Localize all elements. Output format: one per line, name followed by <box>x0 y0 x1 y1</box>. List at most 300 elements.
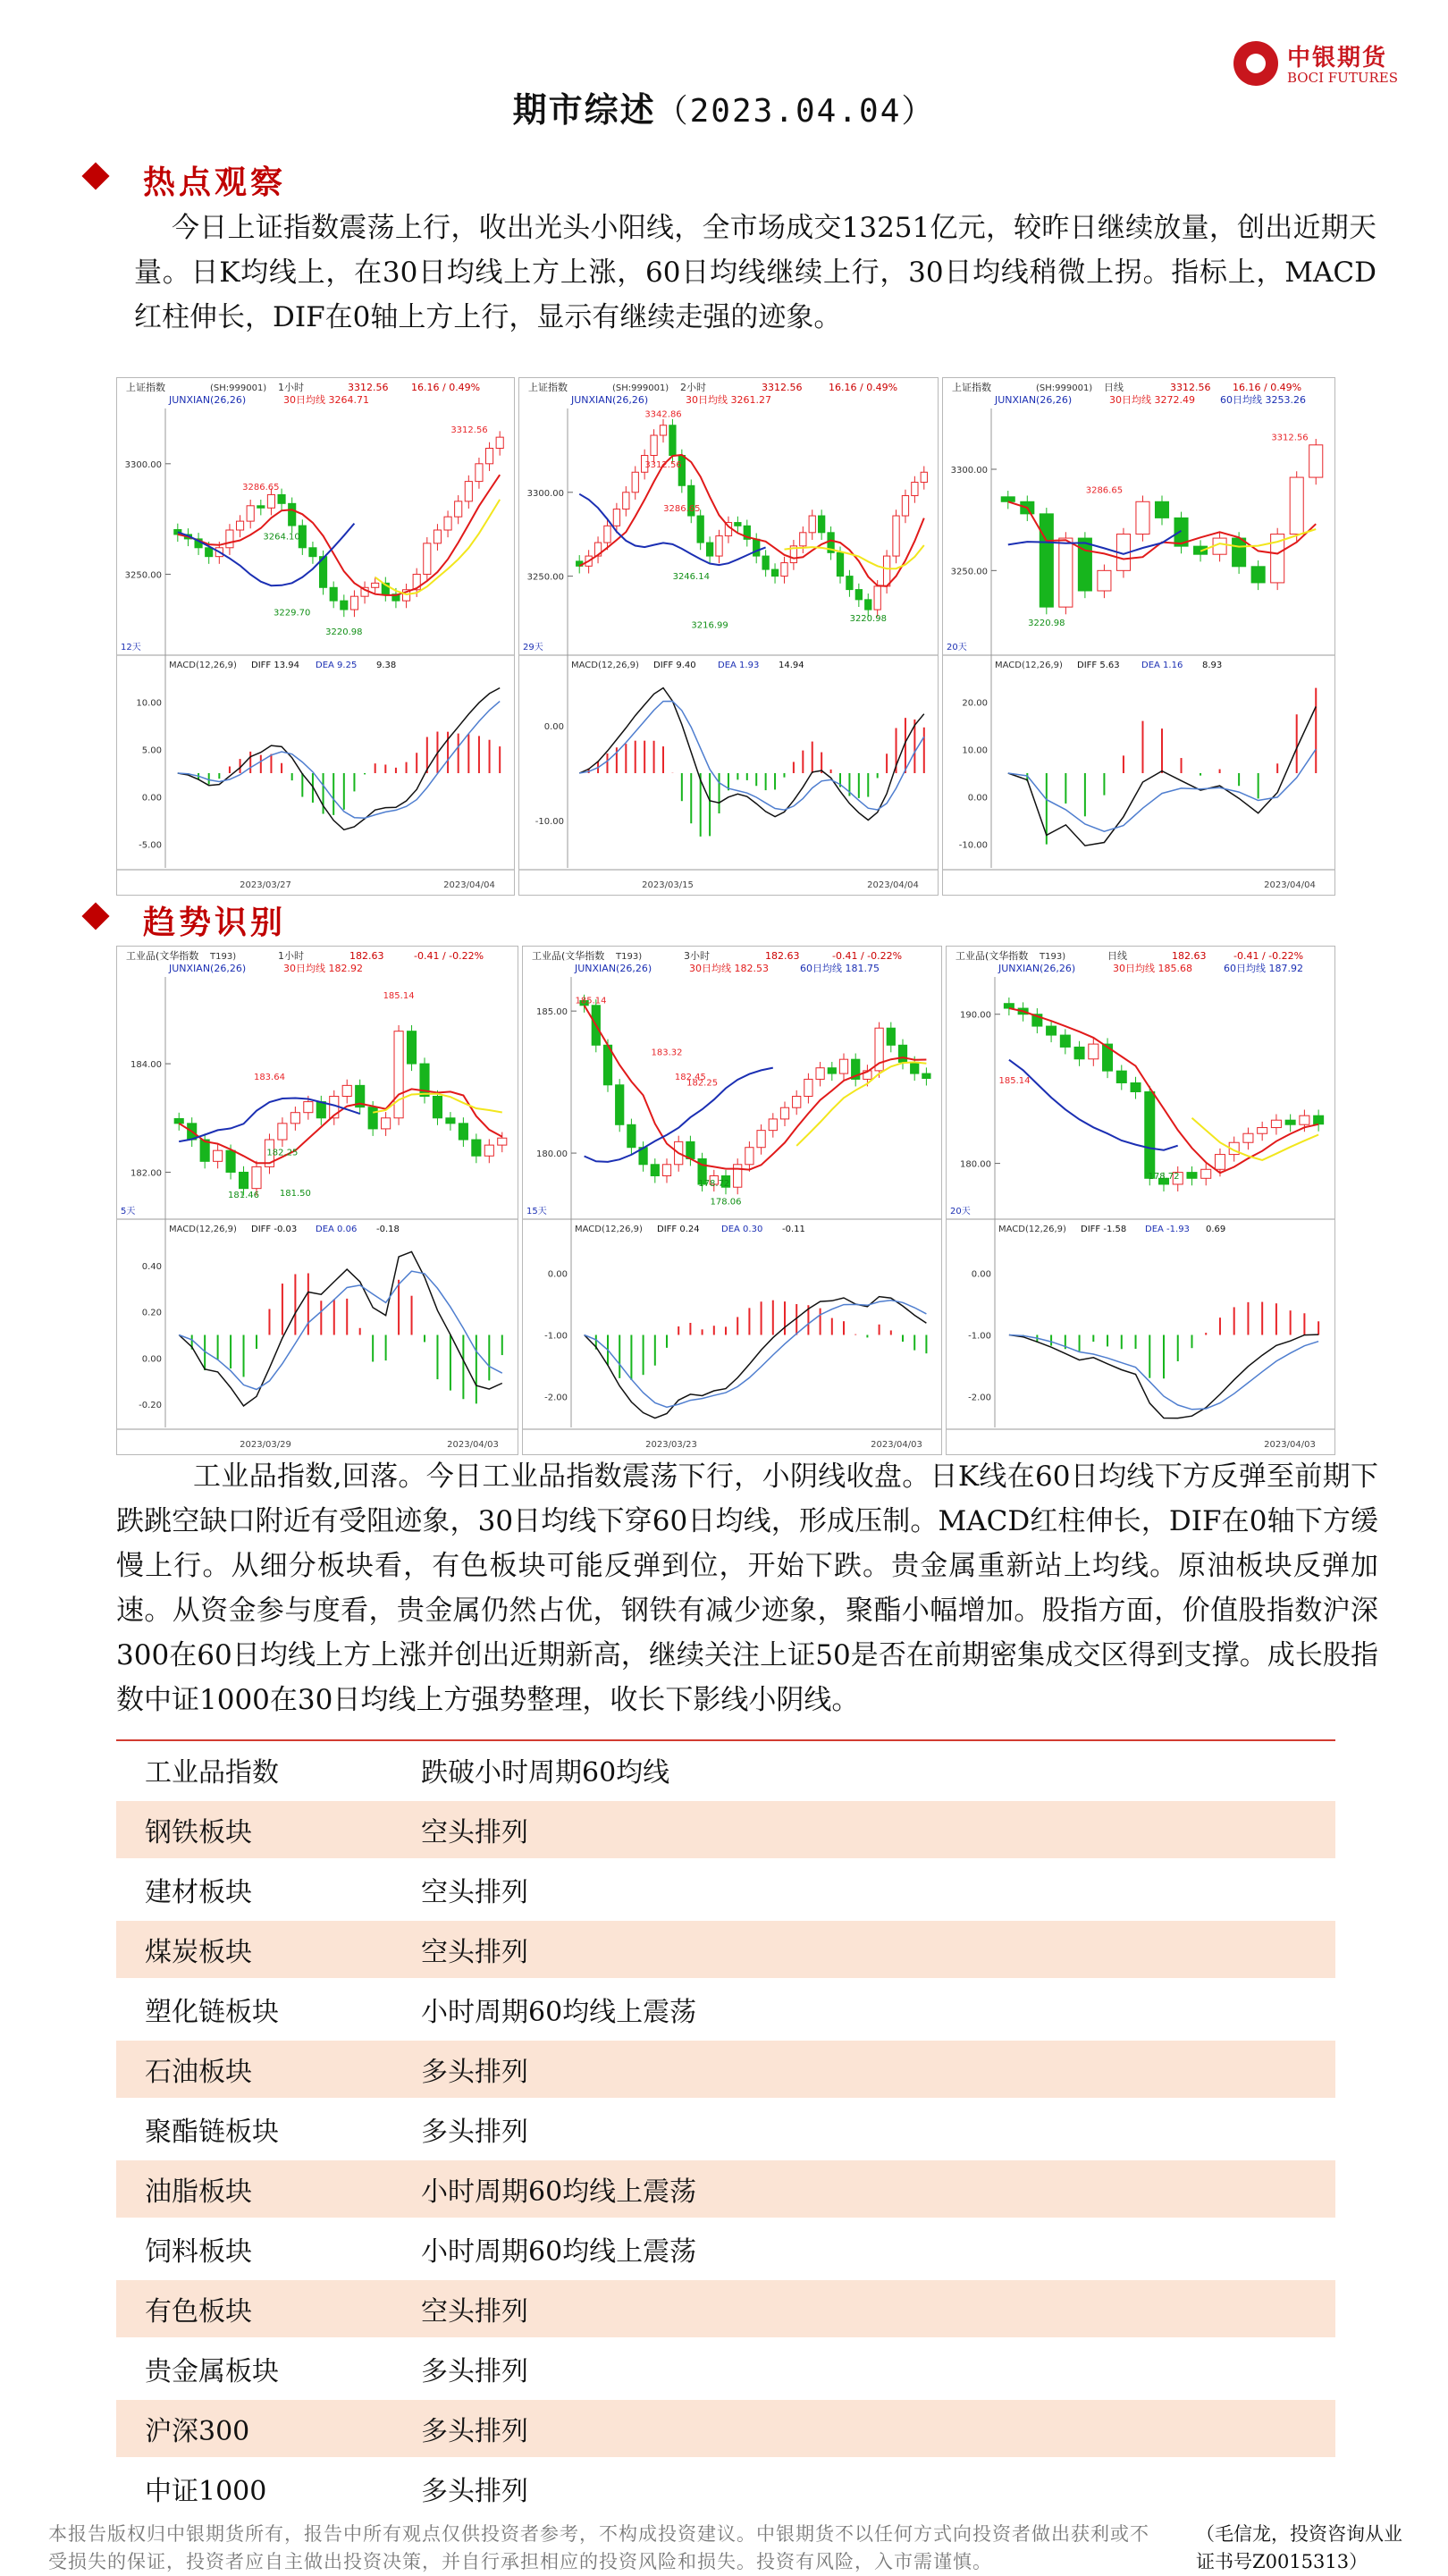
chart-instrument-code: T193) <box>1040 952 1066 962</box>
chart-gyp-1h <box>116 946 518 1455</box>
macd-tick-label: -1.00 <box>968 1331 991 1342</box>
x-date-label: 2023/04/03 <box>1264 1440 1316 1450</box>
visible-days-label: 5天 <box>121 1207 136 1216</box>
sector-status: 小时周期60均线上震荡 <box>421 2219 1335 2279</box>
section-heading-trend <box>143 897 286 943</box>
chart-sh-day <box>942 377 1335 896</box>
macd-dea: DEA -1.93 <box>1145 1225 1190 1234</box>
candle-body <box>660 425 666 435</box>
price-annotation: 3220.98 <box>849 614 887 625</box>
chart-instrument-name: 工业品(文华指数 <box>532 950 605 962</box>
candle-body <box>613 509 619 526</box>
price-annotation: 183.64 <box>253 1072 285 1082</box>
candle-body <box>686 1141 695 1158</box>
chart-sh-1h <box>116 377 515 896</box>
macd-dea-line <box>579 702 924 811</box>
table-row <box>116 2339 1335 2399</box>
candle-body <box>372 583 379 587</box>
price-annotation: 178.72 <box>1148 1171 1180 1182</box>
macd-dea-line <box>178 702 500 819</box>
sector-name: 煤炭板块 <box>116 1920 421 1980</box>
macd-label: MACD(12,26,9) <box>995 661 1063 670</box>
candle-body <box>922 1073 930 1078</box>
candlestick-chart-svg <box>947 947 1334 1454</box>
ma60-line <box>1008 531 1182 554</box>
diamond-bullet-icon <box>81 162 109 189</box>
y-tick-label: 180.00 <box>536 1149 568 1160</box>
candlestick-chart-svg <box>523 947 941 1454</box>
page-title-main: 期市综述 <box>512 90 656 130</box>
candle-body <box>697 516 703 543</box>
candle-body <box>394 1031 403 1118</box>
x-date-label: 2023/03/23 <box>645 1440 697 1450</box>
chart-instrument-name: 工业品(文华指数 <box>956 950 1029 962</box>
macd-dea: DEA 9.25 <box>316 661 358 670</box>
candle-body <box>289 503 296 526</box>
candle-body <box>1078 538 1091 591</box>
price-annotation: 3229.70 <box>274 608 311 619</box>
candle-body <box>757 1131 765 1148</box>
ma-indicator-label: JUNXIAN(26,26) <box>571 394 649 406</box>
sector-name: 有色板块 <box>116 2279 421 2339</box>
sector-name: 建材板块 <box>116 1860 421 1920</box>
y-tick-label: 3300.00 <box>950 466 988 476</box>
candle-body <box>1040 514 1053 607</box>
sector-name: 工业品指数 <box>116 1740 421 1800</box>
price-annotation: 3264.10 <box>263 532 300 543</box>
sector-name: 塑化链板块 <box>116 1980 421 2040</box>
chart-period: 3小时 <box>684 950 710 962</box>
visible-days-label: 29天 <box>523 643 543 652</box>
candle-body <box>236 521 243 530</box>
macd-diff: DIFF 0.24 <box>657 1225 700 1234</box>
candle-body <box>753 539 760 556</box>
macd-tick-label: -1.00 <box>544 1331 568 1342</box>
macd-value: -0.11 <box>782 1225 805 1234</box>
x-date-label: 2023/04/03 <box>871 1440 922 1450</box>
macd-histogram <box>178 732 500 815</box>
candle-body <box>1215 1155 1225 1170</box>
candle-body <box>1089 1044 1099 1059</box>
ma60-legend: 60日均线 187.92 <box>1224 963 1303 974</box>
candle-body <box>330 587 337 601</box>
sector-status: 小时周期60均线上震荡 <box>421 2159 1335 2219</box>
candle-body <box>1243 1133 1253 1142</box>
disclaimer: 本报告版权归中银期货所有，报告中所有观点仅供投资者参考，不构成投资建议。中银期货不以任何方式向投资者做出获利或不受损失的保证，投资者应自主做出投资决策，并自行承担相应的投资风险和损失。投资有风险，入市需谨慎。 <box>48 2523 1149 2572</box>
candle-body <box>762 556 769 569</box>
price-annotation: 181.46 <box>228 1191 260 1201</box>
candle-body <box>174 1119 183 1124</box>
macd-tick-label: 0.00 <box>547 1269 568 1280</box>
candle-body <box>496 437 503 448</box>
visible-days-label: 20天 <box>947 643 967 652</box>
candle-body <box>433 1097 442 1118</box>
sector-status: 多头排列 <box>421 2459 1335 2518</box>
macd-diff: DIFF -0.03 <box>251 1225 298 1234</box>
macd-diff: DIFF 5.63 <box>1077 661 1120 670</box>
candle-body <box>623 492 629 509</box>
table-row <box>116 2100 1335 2159</box>
x-date-label: 2023/04/03 <box>447 1440 499 1450</box>
price-annotation: 3286.65 <box>242 482 280 492</box>
candle-body <box>446 1118 455 1124</box>
ma-indicator-label: JUNXIAN(26,26) <box>998 963 1076 974</box>
macd-value: -0.18 <box>376 1225 400 1234</box>
sector-status: 空头排列 <box>421 1920 1335 1980</box>
candle-body <box>239 1172 248 1188</box>
sector-status: 多头排列 <box>421 2100 1335 2159</box>
candle-body <box>1060 1035 1070 1047</box>
candle-body <box>855 590 862 600</box>
sector-table <box>116 1739 1335 2517</box>
candle-body <box>316 1102 325 1118</box>
chart-gyp-day <box>946 946 1335 1455</box>
candle-body <box>1258 1128 1267 1134</box>
candle-body <box>214 1150 223 1161</box>
y-tick-label: 180.00 <box>960 1159 991 1170</box>
candle-body <box>793 1097 801 1108</box>
macd-label: MACD(12,26,9) <box>169 1225 237 1234</box>
candle-body <box>1233 538 1246 567</box>
price-annotation: 185.14 <box>575 996 607 1006</box>
candle-body <box>883 556 889 586</box>
macd-tick-label: 0.00 <box>141 1354 162 1365</box>
macd-dea: DEA 0.30 <box>721 1225 763 1234</box>
price-annotation: 182.45 <box>674 1073 706 1083</box>
candle-body <box>368 1107 377 1129</box>
candles <box>1004 998 1323 1191</box>
candle-body <box>839 1059 847 1073</box>
candle-body <box>771 569 778 577</box>
macd-tick-label: -2.00 <box>968 1393 991 1403</box>
ma30-legend: 30日均线 185.68 <box>1113 963 1192 974</box>
visible-days-label: 12天 <box>121 643 141 652</box>
macd-value: 0.69 <box>1206 1225 1226 1234</box>
candle-body <box>921 472 927 482</box>
candle-body <box>819 516 825 533</box>
table-row <box>116 2459 1335 2518</box>
y-tick-label: 182.00 <box>130 1168 162 1179</box>
y-tick-label: 184.00 <box>130 1060 162 1071</box>
ma-indicator-label: JUNXIAN(26,26) <box>575 963 652 974</box>
candle-body <box>206 548 213 557</box>
table-row <box>116 2279 1335 2339</box>
candle-body <box>459 1124 467 1140</box>
price-annotation: 3220.98 <box>325 627 363 638</box>
chart-change: -0.41 / -0.22% <box>414 950 484 962</box>
macd-tick-label: 20.00 <box>962 698 988 709</box>
chart-period: 日线 <box>1107 950 1127 962</box>
ma60-legend: 60日均线 3253.26 <box>1220 394 1306 406</box>
candle-body <box>1271 1120 1281 1127</box>
ma-indicator-label: JUNXIAN(26,26) <box>169 963 247 974</box>
x-date-label: 2023/04/04 <box>867 880 919 890</box>
table-row <box>116 1860 1335 1920</box>
section-heading-trend-label: 趋势识别 <box>143 905 287 941</box>
chart-instrument-name: 工业品(文华指数 <box>126 950 199 962</box>
candle-body <box>781 563 787 577</box>
candle-body <box>627 1124 636 1147</box>
macd-diff-line <box>1008 707 1316 846</box>
price-annotation: 185.14 <box>383 990 415 1001</box>
y-tick-label: 3250.00 <box>124 570 162 581</box>
candle-body <box>828 1068 836 1073</box>
macd-diff: DIFF 13.94 <box>251 661 299 670</box>
author-credit: （毛信龙，投资咨询从业证书号Z0015313） <box>1196 2523 1402 2572</box>
chart-last-price: 3312.56 <box>762 382 803 393</box>
sector-name: 石油板块 <box>116 2040 421 2100</box>
candle-body <box>1116 1071 1126 1082</box>
table-row <box>116 2159 1335 2219</box>
ma30-legend: 30日均线 3261.27 <box>686 394 771 406</box>
candle-body <box>804 1079 812 1096</box>
chart-last-price: 182.63 <box>1172 950 1207 962</box>
candle-body <box>350 596 358 610</box>
candle-body <box>1059 538 1073 607</box>
price-annotation: 3246.14 <box>672 571 710 582</box>
price-annotation: 3286.65 <box>663 503 701 514</box>
ma-yellow-line <box>785 545 924 568</box>
macd-diff-line <box>179 1251 502 1406</box>
macd-value: 14.94 <box>779 661 804 670</box>
table-row <box>116 2219 1335 2279</box>
candle-body <box>382 1118 391 1129</box>
candle-body <box>846 577 853 590</box>
visible-days-label: 20天 <box>950 1207 971 1216</box>
candlestick-chart-svg <box>519 378 938 895</box>
sector-status: 小时周期60均线上震荡 <box>421 1980 1335 2040</box>
ma-indicator-label: JUNXIAN(26,26) <box>169 394 247 406</box>
candlestick-chart-svg <box>117 378 514 895</box>
candle-body <box>309 548 316 557</box>
trend-paragraph: 工业品指数,回落。今日工业品指数震荡下行，小阴线收盘。日K线在60日均线下方反弹至前期下跌跳空缺口附近有受阻迹象，30日均线下穿60日均线，形成压制。MACD红柱伸长，DIF在0轴下方缓慢上行。从细分板块看，有色板块可能反弹到位，开始下跌。贵金属重新站上均线。原油板块反弹加速。从资金参与度看，贵金属仍然占优，钢铁有减少迹象，聚酯小幅增加。股指方面，价值股指数沪深300在60日均线上方上涨并创出近期新高，继续关注上证50是否在前期密集成交区得到支撑。成长股指数中证1000在30日均线上方强势整理，收长下影线小阴线。 <box>116 1461 1378 1716</box>
candle-body <box>472 1140 481 1156</box>
ma30-legend: 30日均线 3264.71 <box>283 394 369 406</box>
table-row <box>116 2399 1335 2459</box>
candle-body <box>1155 501 1168 518</box>
y-tick-label: 3250.00 <box>950 567 988 577</box>
macd-tick-label: -0.20 <box>139 1401 162 1411</box>
macd-diff-line <box>585 1297 927 1418</box>
sector-status: 多头排列 <box>421 2399 1335 2459</box>
candle-body <box>1290 477 1303 534</box>
page-title <box>0 82 1448 131</box>
macd-tick-label: 0.00 <box>967 793 988 804</box>
boc-logo-icon <box>1233 41 1278 86</box>
candle-body <box>1300 1115 1309 1124</box>
chart-period: 日线 <box>1104 382 1124 393</box>
candle-body <box>1131 1082 1141 1091</box>
candle-body <box>1251 567 1265 583</box>
ma-indicator-label: JUNXIAN(26,26) <box>995 394 1073 406</box>
sector-name: 聚酯链板块 <box>116 2100 421 2159</box>
candle-body <box>247 506 254 521</box>
chart-period: 1小时 <box>278 950 304 962</box>
candle-body <box>267 494 274 508</box>
chart-change: 16.16 / 0.49% <box>411 382 481 393</box>
y-tick-label: 3250.00 <box>526 572 564 583</box>
macd-label: MACD(12,26,9) <box>998 1225 1066 1234</box>
candle-body <box>407 1031 416 1064</box>
sector-status: 空头排列 <box>421 1860 1335 1920</box>
macd-tick-label: -10.00 <box>535 817 564 827</box>
sector-status: 多头排列 <box>421 2339 1335 2399</box>
sector-status: 空头排列 <box>421 1800 1335 1860</box>
price-annotation: 3342.86 <box>644 409 682 420</box>
candle-body <box>1136 501 1149 534</box>
macd-value: 9.38 <box>376 661 397 670</box>
candle-body <box>304 1102 313 1113</box>
candles <box>577 419 928 617</box>
sector-name: 饲料板块 <box>116 2219 421 2279</box>
chart-period: 1小时 <box>278 382 304 393</box>
candle-body <box>604 526 610 543</box>
chart-last-price: 182.63 <box>765 950 800 962</box>
candle-body <box>1314 1115 1324 1124</box>
macd-dea: DEA 0.06 <box>316 1225 358 1234</box>
candles <box>1001 439 1323 614</box>
macd-dea-line <box>585 1301 927 1408</box>
candle-body <box>1098 570 1111 591</box>
candle-body <box>278 494 285 503</box>
candle-body <box>485 449 492 464</box>
chart-period: 2小时 <box>680 382 706 393</box>
chart-last-price: 3312.56 <box>348 382 389 393</box>
macd-tick-label: 5.00 <box>141 745 162 756</box>
candle-body <box>911 1062 919 1073</box>
macd-tick-label: -2.00 <box>544 1393 568 1403</box>
ma30-line <box>579 455 924 586</box>
section-heading-hot <box>143 157 286 203</box>
macd-tick-label: 0.00 <box>543 722 564 732</box>
macd-diff: DIFF 9.40 <box>653 661 696 670</box>
candle-body <box>902 496 908 517</box>
candle-body <box>424 543 431 575</box>
x-date-label: 2023/03/15 <box>642 880 694 890</box>
chart-instrument-code: (SH:999001) <box>210 383 267 393</box>
candle-body <box>865 600 871 610</box>
y-tick-label: 190.00 <box>960 1010 991 1021</box>
candle-body <box>1201 1169 1211 1178</box>
candle-body <box>1004 1004 1014 1008</box>
candle-body <box>226 1150 235 1172</box>
price-annotation: 182.25 <box>686 1078 719 1089</box>
x-date-label: 2023/03/29 <box>240 1440 291 1450</box>
price-annotation: 3216.99 <box>691 620 728 631</box>
candle-body <box>1074 1047 1084 1058</box>
chart-change: -0.41 / -0.22% <box>1233 950 1304 962</box>
macd-tick-label: 0.00 <box>971 1269 991 1280</box>
macd-dea: DEA 1.93 <box>718 661 760 670</box>
candle-body <box>1309 445 1323 477</box>
candle-body <box>716 536 722 557</box>
candle-body <box>632 472 638 492</box>
table-row <box>116 1740 1335 1800</box>
price-annotation: 3312.56 <box>450 425 488 435</box>
y-tick-label: 3300.00 <box>526 488 564 499</box>
candle-body <box>341 601 348 610</box>
candle-body <box>252 1166 261 1188</box>
candle-body <box>651 435 657 456</box>
candle-body <box>706 543 712 556</box>
price-annotation: 181.50 <box>279 1188 311 1199</box>
sector-name: 钢铁板块 <box>116 1800 421 1860</box>
table-row <box>116 1800 1335 1860</box>
table-row <box>116 2040 1335 2100</box>
chart-instrument-code: T193) <box>210 952 237 962</box>
candle-body <box>745 1148 753 1165</box>
candle-body <box>290 1113 299 1124</box>
hot-paragraph: 今日上证指数震荡上行，收出光头小阳线，全市场成交13251亿元，较昨日继续放量，创出近期天量。日K均线上，在30日均线上方上涨，60日均线继续上行，30日均线稍微上拐。指标上，MACD红柱伸长，DIF在0轴上方上行，显示有继续走强的迹象。 <box>134 212 1376 333</box>
chart-sh-2h <box>518 377 939 896</box>
sector-name: 中证1000 <box>116 2459 421 2518</box>
macd-tick-label: -10.00 <box>958 840 988 851</box>
candle-body <box>465 482 472 501</box>
macd-value: 8.93 <box>1202 661 1223 670</box>
candle-body <box>912 483 918 496</box>
chart-instrument-code: (SH:999001) <box>612 383 669 393</box>
visible-days-label: 15天 <box>526 1207 547 1216</box>
macd-tick-label: 0.40 <box>141 1261 162 1272</box>
chart-instrument-code: T193) <box>616 952 643 962</box>
chart-last-price: 182.63 <box>349 950 384 962</box>
chart-change: -0.41 / -0.22% <box>832 950 903 962</box>
candlestick-chart-svg <box>117 947 518 1454</box>
candle-body <box>257 506 265 508</box>
macd-histogram <box>1009 1302 1318 1379</box>
y-tick-label: 185.00 <box>536 1007 568 1018</box>
logo-name-en: BOCI FUTURES <box>1287 70 1398 86</box>
candle-body <box>662 1165 670 1176</box>
sector-status: 跌破小时周期60均线 <box>421 1740 1335 1800</box>
macd-dea-line <box>179 1271 502 1389</box>
table-row <box>116 1920 1335 1980</box>
candles <box>580 995 930 1194</box>
x-date-label: 2023/04/04 <box>1264 880 1316 890</box>
chart-instrument-name: 上证指数 <box>528 382 568 393</box>
candle-body <box>780 1107 788 1119</box>
price-annotation: 3312.56 <box>1271 433 1309 443</box>
candle-body <box>887 1028 895 1045</box>
candle-body <box>837 552 843 576</box>
candle-body <box>444 517 451 530</box>
diamond-bullet-icon <box>81 902 109 930</box>
sector-status: 空头排列 <box>421 2279 1335 2339</box>
macd-diff-line <box>579 688 924 821</box>
sector-name: 贵金属板块 <box>116 2339 421 2399</box>
macd-tick-label: 10.00 <box>136 698 162 709</box>
macd-label: MACD(12,26,9) <box>169 661 237 670</box>
candle-body <box>1145 1091 1155 1178</box>
chart-instrument-name: 上证指数 <box>952 382 991 393</box>
macd-tick-label: -5.00 <box>139 840 162 851</box>
price-annotation: 3312.56 <box>644 460 682 471</box>
logo-name-cn: 中银期货 <box>1287 45 1388 72</box>
macd-tick-label: 0.00 <box>141 793 162 804</box>
price-annotation: 178.72 <box>698 1178 730 1189</box>
chart-change: 16.16 / 0.49% <box>1233 382 1302 393</box>
sector-name: 沪深300 <box>116 2399 421 2459</box>
macd-label: MACD(12,26,9) <box>575 1225 643 1234</box>
sector-name: 油脂板块 <box>116 2159 421 2219</box>
candle-body <box>735 523 741 526</box>
candle-body <box>1187 1173 1197 1179</box>
price-annotation: 183.32 <box>651 1048 683 1058</box>
chart-change: 16.16 / 0.49% <box>829 382 898 393</box>
ma30-legend: 30日均线 3272.49 <box>1109 394 1195 406</box>
ma30-legend: 30日均线 182.53 <box>689 963 769 974</box>
section-heading-hot-label: 热点观察 <box>143 164 287 201</box>
